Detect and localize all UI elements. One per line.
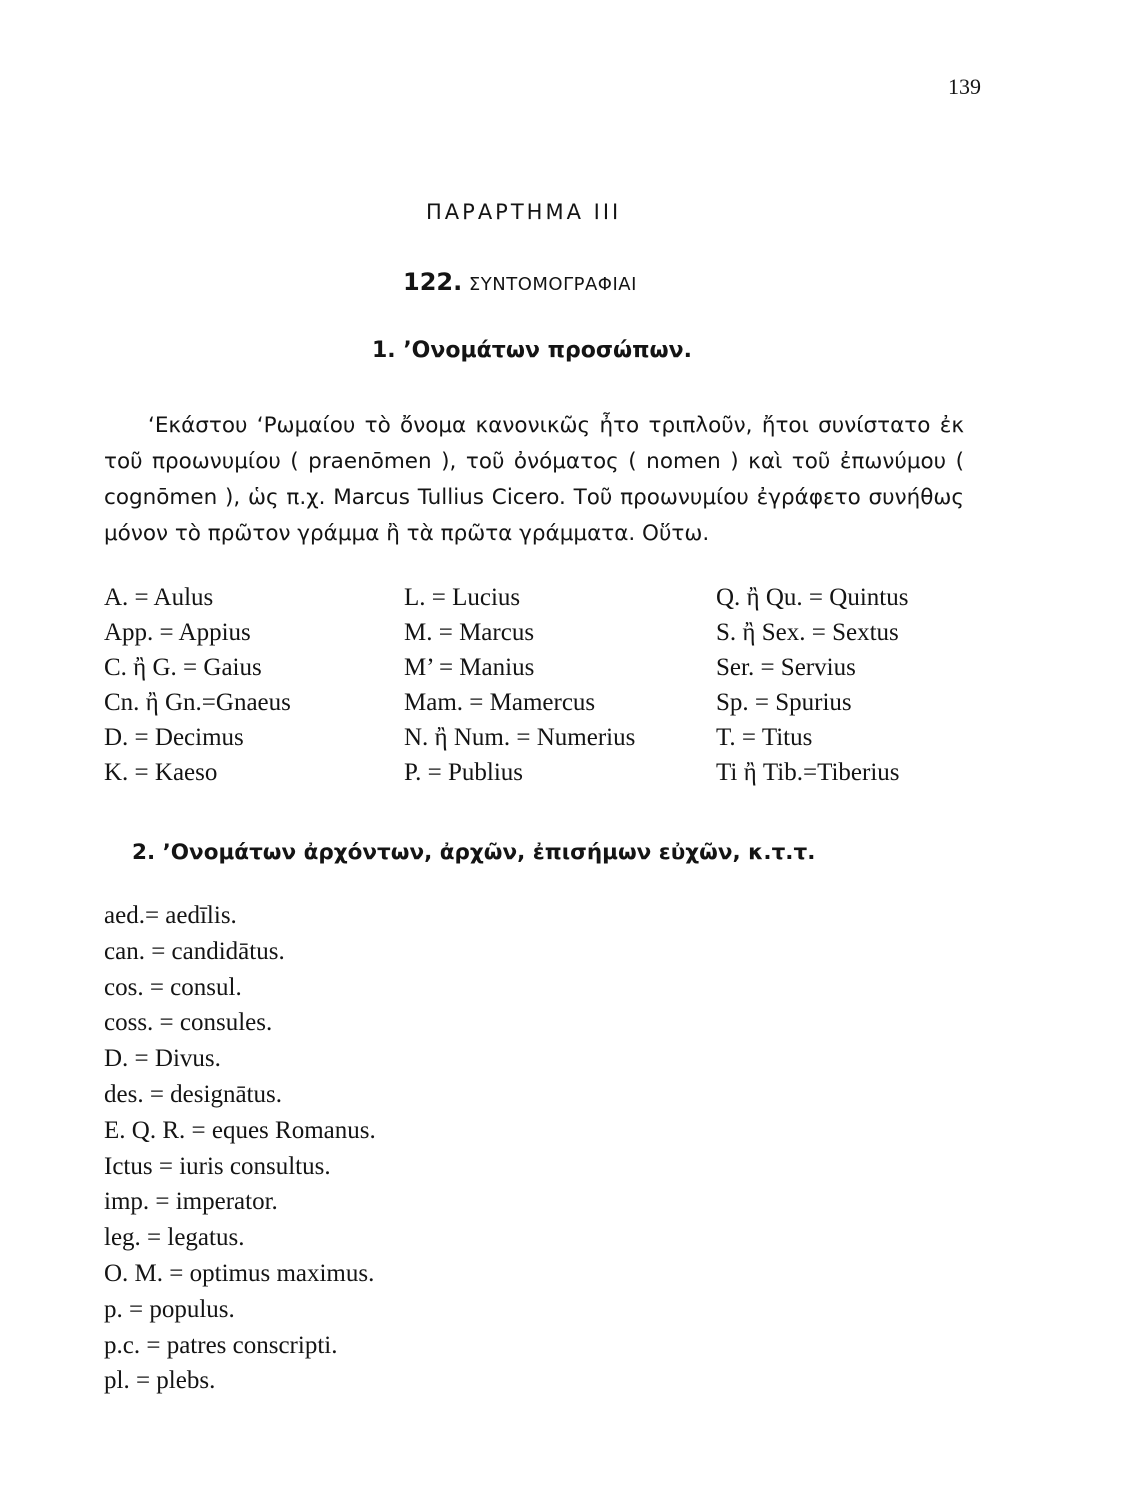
office-abbreviations-list [104,898,376,1399]
list-item: can. = candidātus. [104,937,285,965]
name-entry: N. ἢ Num. = Numerius [404,724,636,751]
name-entry: M’ = Manius [404,654,535,681]
name-entry: A. = Aulus [104,584,214,611]
list-item: D. = Divus. [104,1045,221,1073]
list-item: des. = designātus. [104,1080,282,1108]
name-entry: T. = Titus [716,724,813,751]
name-entry: C. ἢ G. = Gaius [104,654,262,681]
page-number: 139 [948,74,981,99]
list-item: E. Q. R. = eques Romanus. [104,1116,376,1144]
name-abbreviations-table [104,580,984,800]
list-item: imp. = imperator. [104,1188,278,1216]
names-column-3 [716,580,908,790]
subsection-2-title: 2. ’Ονομάτων ἀρχόντων, ἀρχῶν, ἐπισήμων εὐχῶν, κ.τ.τ. [132,840,816,865]
name-entry: M. = Marcus [404,619,535,646]
paragraph-text: ‘Εκάστου ‘Ρωμαίου τὸ ὄνομα κανονικῶς ἦτο τριπλοῦν, ἤτοι συνίστατο ἐκ τοῦ προωνυμίου ( praenōmen ), τοῦ ὀνόματος ( nomen ) καὶ τοῦ ἐπωνύμου ( cognōmen ), ὡς π.χ. Marcus Tullius Cicero. Τοῦ προωνυμίου ἐγράφετο συνήθως μόνον τὸ πρῶτον γράμμα ἢ τὰ πρῶτα γράμματα. Οὕτω. [104,413,964,546]
subsection-1-title: 1. ’Ονομάτων προσώπων. [372,338,692,363]
name-entry: S. ἢ Sex. = Sextus [716,619,899,646]
section-heading: ΣΥΝΤΟΜΟΓΡΑΦΙΑΙ [468,274,637,295]
name-entry: App. = Appius [104,619,251,646]
intro-paragraph [104,408,964,552]
list-item: coss. = consules. [104,1009,273,1037]
name-entry: L. = Lucius [404,584,521,611]
section-number: 122. [403,268,463,296]
list-item: O. M. = optimus maximus. [104,1259,375,1287]
list-item: Ictus = iuris consultus. [104,1152,331,1180]
list-item: p.c. = patres conscripti. [104,1331,338,1359]
name-entry: Mam. = Mamercus [404,689,596,716]
name-entry: Ti ἢ Tib.=Tiberius [716,759,900,786]
list-item: p. = populus. [104,1295,235,1323]
list-item: pl. = plebs. [104,1367,216,1395]
list-item: cos. = consul. [104,973,242,1001]
names-column-1 [104,580,291,790]
list-item: leg. = legatus. [104,1224,245,1252]
names-column-2 [404,580,635,790]
appendix-title: ΠΑΡΑΡΤΗΜΑ ΙΙΙ [426,200,622,224]
name-entry: D. = Decimus [104,724,244,751]
name-entry: Q. ἢ Qu. = Quintus [716,584,909,611]
name-entry: Cn. ἢ Gn.=Gnaeus [104,689,291,716]
name-entry: P. = Publius [404,759,524,786]
name-entry: K. = Kaeso [104,759,218,786]
name-entry: Sp. = Spurius [716,689,852,716]
name-entry: Ser. = Servius [716,654,856,681]
list-item: aed.= aedīlis. [104,902,237,929]
section-title [403,268,637,296]
